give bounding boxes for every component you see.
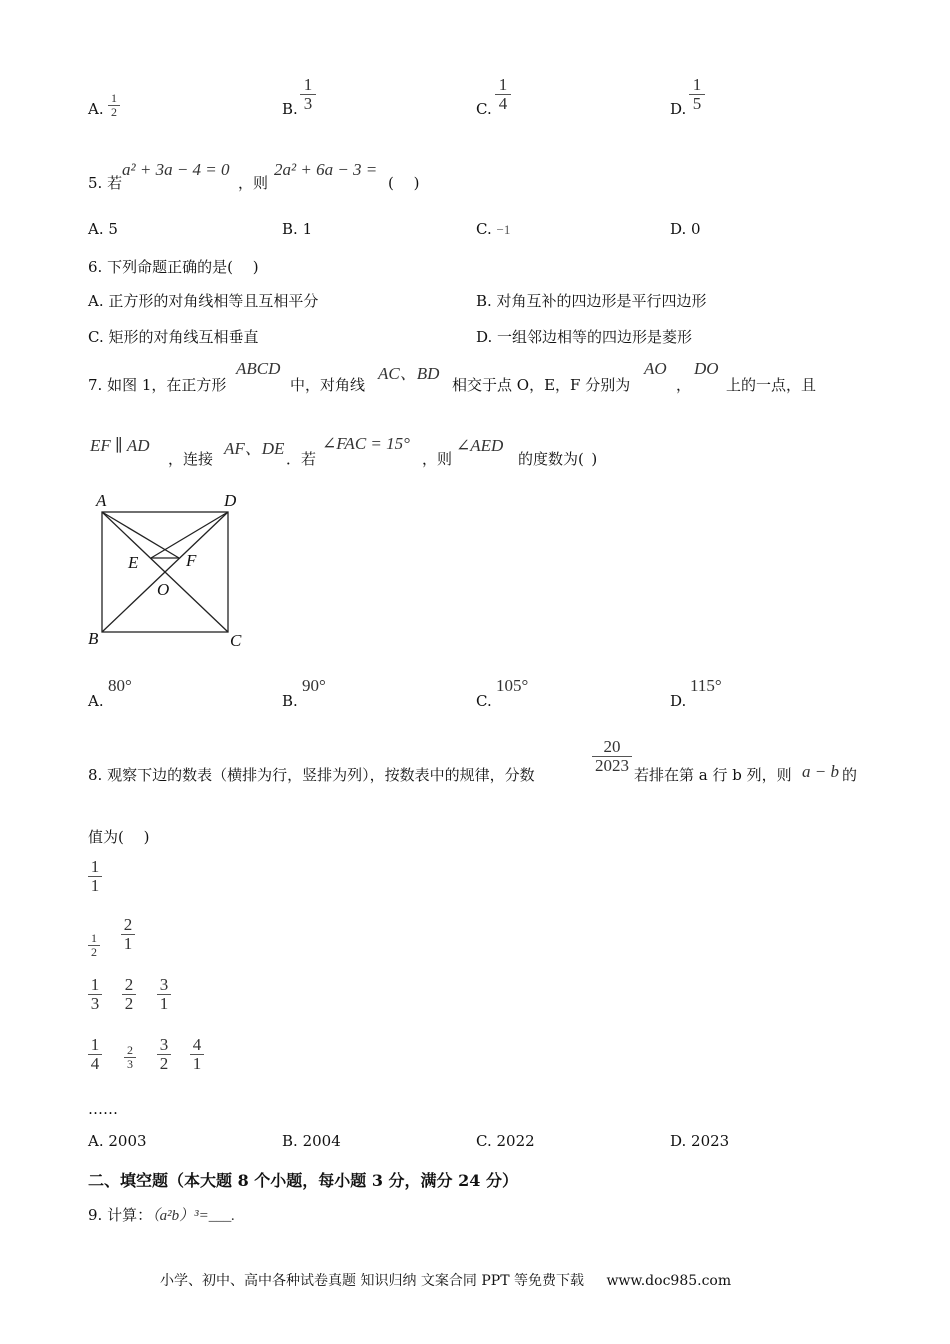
q7-math-angle-aed: ∠AED	[456, 436, 504, 455]
q7-option-c: C.	[476, 692, 492, 710]
q4-option-a	[88, 100, 104, 118]
table-cell-r4c3: $\frac{3}{2}$	[157, 1036, 171, 1073]
label-b: B	[88, 629, 99, 648]
page-footer	[160, 1270, 731, 1290]
q7-math-ao: AO	[644, 359, 667, 378]
q7-math-abcd: ABCD	[236, 359, 281, 378]
q5-expression: 2a² + 6a − 3 =	[274, 160, 378, 179]
q7-option-d: D.	[670, 692, 687, 710]
q5-answer-blank: ( )	[388, 174, 420, 192]
q6-option-b: B. 对角互补的四边形是平行四边形	[476, 292, 707, 310]
q7-text-2: 中，对角线	[290, 376, 366, 394]
q5-option-d: D. 0	[670, 220, 701, 238]
q5-mid: ，则	[238, 174, 269, 192]
q7-text-3: 相交于点 O，E，F 分别为	[452, 376, 631, 394]
q4-option-d: D.	[670, 100, 687, 118]
q7-option-b-value: 90°	[302, 676, 326, 695]
label-f: F	[186, 551, 197, 570]
q7-text-6: ，连接	[168, 450, 214, 468]
q7-text-8: ，则	[422, 450, 453, 468]
table-cell-r4c4: $\frac{4}{1}$	[190, 1036, 204, 1073]
q4-option-b: B.	[282, 100, 298, 118]
q7-math-angle-fac: ∠FAC = 15°	[322, 434, 410, 453]
q8-option-a: A. 2003	[88, 1132, 147, 1150]
q8-option-d: D. 2023	[670, 1132, 730, 1150]
q5-option-b: B. 1	[282, 220, 313, 238]
segment-af	[102, 512, 179, 558]
q8-math-a-minus-b: a − b	[802, 762, 839, 781]
label-e: E	[128, 553, 139, 572]
q7-text-7: ．若	[286, 450, 317, 468]
label-d: D	[224, 491, 237, 510]
table-cell-r2c1: $\frac{1}{2}$	[88, 932, 100, 958]
option-letter: A.	[88, 100, 104, 118]
q7-math-af-de: AF、DE	[224, 439, 285, 458]
table-cell-r3c1: $\frac{1}{3}$	[88, 976, 102, 1013]
q9-expression: （a²b）³=___.	[152, 1208, 235, 1224]
q9-stem: 9. 计算：（a²b）³=___.	[88, 1206, 235, 1224]
q8-option-b: B. 2004	[282, 1132, 341, 1150]
q7-option-a: A.	[88, 692, 104, 710]
q7-option-d-value: 115°	[690, 676, 722, 695]
q7-option-c-value: 105°	[496, 676, 529, 695]
table-cell-r2c2: $\frac{2}{1}$	[121, 916, 135, 953]
q8-option-c: C. 2022	[476, 1132, 535, 1150]
q7-option-b: B.	[282, 692, 298, 710]
footer-text: 小学、初中、高中各种试卷真题 知识归纳 文案合同 PPT 等免费下载	[160, 1273, 584, 1289]
table-cell-r1c1: $\frac{1}{1}$	[88, 858, 102, 895]
q7-math-do: DO	[694, 359, 719, 378]
q8-text-1: 8. 观察下边的数表（横排为行，竖排为列），按数表中的规律，分数	[88, 766, 535, 784]
q7-text-4: ，	[676, 376, 692, 394]
q6-option-a: A. 正方形的对角线相等且互相平分	[88, 292, 319, 310]
q7-text-9: 的度数为( )	[518, 450, 598, 468]
q7-math-parallel: EF ∥ AD	[90, 436, 150, 455]
q6-stem: 6. 下列命题正确的是( )	[88, 258, 259, 276]
q8-ellipsis: ……	[88, 1100, 118, 1118]
q5-option-c: C. −1	[476, 220, 511, 238]
q6-option-c: C. 矩形的对角线互相垂直	[88, 328, 259, 346]
q4-option-d-fraction: $\frac{1}{5}$	[689, 76, 705, 113]
q5-stem: 5. 若	[88, 174, 123, 192]
q4-option-a-fraction: $\frac{1}{2}$	[108, 92, 120, 118]
table-cell-r4c2: $\frac{2}{3}$	[124, 1044, 136, 1070]
q4-option-c: C.	[476, 100, 492, 118]
footer-url[interactable]: www.doc985.com	[606, 1273, 732, 1289]
label-a: A	[96, 491, 107, 510]
q7-option-a-value: 80°	[108, 676, 132, 695]
q6-option-d: D. 一组邻边相等的四边形是菱形	[476, 328, 693, 346]
q8-fraction: $\frac{20}{2023}$	[592, 738, 632, 775]
q5-condition: a² + 3a − 4 = 0	[122, 160, 230, 179]
label-c: C	[230, 631, 242, 650]
q7-square-figure	[80, 486, 260, 656]
q8-text-3: 的	[842, 766, 858, 784]
q7-text-1: 7. 如图 1，在正方形	[88, 376, 227, 394]
q7-text-5: 上的一点，且	[726, 376, 817, 394]
q8-text-line2: 值为( )	[88, 828, 150, 846]
table-cell-r4c1: $\frac{1}{4}$	[88, 1036, 102, 1073]
q4-option-c-fraction: $\frac{1}{4}$	[495, 76, 511, 113]
table-cell-r3c2: $\frac{2}{2}$	[122, 976, 136, 1013]
q4-option-b-fraction: $\frac{1}{3}$	[300, 76, 316, 113]
table-cell-r3c3: $\frac{3}{1}$	[157, 976, 171, 1013]
section-2-title: 二、填空题（本大题 8 个小题，每小题 3 分，满分 24 分）	[88, 1171, 518, 1190]
q8-text-2: 若排在第 a 行 b 列，则	[634, 766, 792, 784]
q5-option-a: A. 5	[88, 220, 118, 238]
label-o: O	[157, 580, 170, 599]
q7-math-diagonals: AC、BD	[378, 364, 440, 383]
